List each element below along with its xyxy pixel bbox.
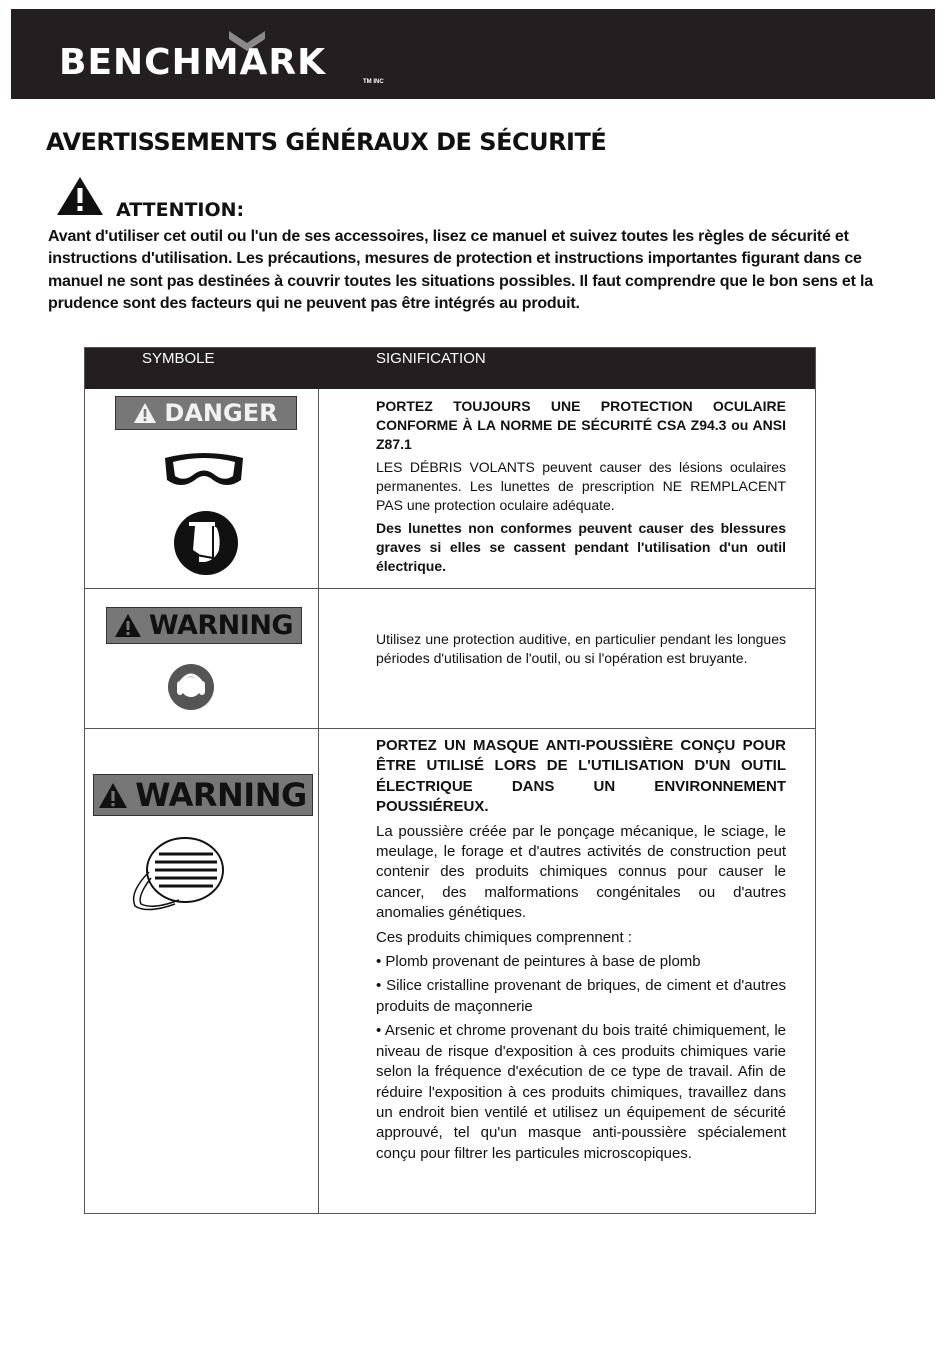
- badge-label: WARNING: [148, 610, 294, 641]
- attention-label: ATTENTION:: [116, 199, 245, 221]
- page-title: AVERTISSEMENTS GÉNÉRAUX DE SÉCURITÉ: [46, 128, 607, 156]
- row-3-bullet: • Silice cristalline provenant de briques, de ciment et d'autres produits de maçonnerie: [376, 977, 786, 1015]
- column-header-symbol: SYMBOLE: [142, 350, 215, 367]
- safety-goggles-icon: [161, 448, 247, 492]
- column-header-meaning: SIGNIFICATION: [376, 350, 486, 367]
- row-1-heading: PORTEZ TOUJOURS UNE PROTECTION OCULAIRE CONFORME À LA NORME DE SÉCURITÉ CSA Z94.3 ou ANSI Z87.1: [376, 398, 786, 452]
- row-2-text: [376, 630, 786, 672]
- dust-mask-icon: [127, 832, 227, 916]
- warning-triangle-icon: [115, 614, 141, 637]
- row-3-text: [376, 736, 786, 1168]
- warning-triangle-icon: [56, 176, 104, 216]
- badge-label: DANGER: [164, 399, 278, 427]
- face-shield-icon: [173, 510, 239, 576]
- row-3-list-intro: Ces produits chimiques comprennent :: [376, 928, 632, 946]
- danger-badge: [115, 396, 297, 430]
- brand-trademark: TM INC: [363, 79, 384, 85]
- row-3-heading: PORTEZ UN MASQUE ANTI-POUSSIÈRE CONÇU POUR ÊTRE UTILISÉ LORS DE L'UTILISATION D'UN OUTIL ÉLECTRIQUE DANS UN ENVIRONNEMENT POUSSIÉREUX.: [376, 737, 786, 816]
- header-bar: [11, 9, 935, 99]
- row-3-bullet: • Plomb provenant de peintures à base de plomb: [376, 953, 701, 971]
- column-divider: [318, 389, 319, 1213]
- warning-triangle-icon: [99, 783, 127, 808]
- table-subheader-band: [85, 369, 815, 389]
- safety-symbols-table: [84, 347, 816, 1214]
- brand-logo: BENCHMARK: [59, 42, 327, 83]
- row-3-paragraph: La poussière créée par le ponçage mécanique, le sciage, le meulage, le forage et d'autres activités de construction peut contenir des produits chimiques connus pour causer le cancer, des malformations congénitales ou d'autres anomalies génétiques.: [376, 822, 786, 922]
- warning-triangle-icon: [134, 403, 156, 423]
- row-divider: [85, 728, 815, 729]
- warning-badge: [106, 607, 302, 644]
- row-3-bullet: • Arsenic et chrome provenant du bois traité chimiquement, le niveau de risque d'exposition à ces produits chimiques varie selon la fréquence d'exécution de ce type de travail. Afin de réduire l'exposition à ces produits chimiques, travaillez dans un endroit bien ventilé et utilisez un équipement de sécurité approuvé, tel qu'un masque anti-poussière spécialement conçu pour filtrer les particules microscopiques.: [376, 1022, 786, 1162]
- row-1-body: LES DÉBRIS VOLANTS peuvent causer des lésions oculaires permanentes. Les lunettes de prescription NE REMPLACENT PAS une protection oculaire adéquate.: [376, 459, 786, 513]
- row-2-body: Utilisez une protection auditive, en particulier pendant les longues périodes d'utilisation de l'outil, ou si l'opération est bruyante.: [376, 631, 786, 666]
- attention-text: Avant d'utiliser cet outil ou l'un de ses accessoires, lisez ce manuel et suivez toutes les règles de sécurité et instructions d'utilisation. Les précautions, mesures de protection et instructions importantes figurant dans ce manuel ne sont pas destinées à couvrir toutes les situations possibles. Il faut comprendre que le bon sens et la prudence sont des facteurs qui ne peuvent pas être intégrés au produit.: [48, 228, 873, 312]
- table-header: [85, 348, 815, 369]
- row-1-text: [376, 397, 786, 580]
- hearing-protection-icon: [167, 663, 215, 711]
- row-divider: [85, 588, 815, 589]
- warning-badge: [93, 774, 313, 816]
- row-1-note: Des lunettes non conformes peuvent causer des blessures graves si elles se cassent pendant l'utilisation d'un outil électrique.: [376, 520, 786, 574]
- badge-label: WARNING: [135, 776, 307, 814]
